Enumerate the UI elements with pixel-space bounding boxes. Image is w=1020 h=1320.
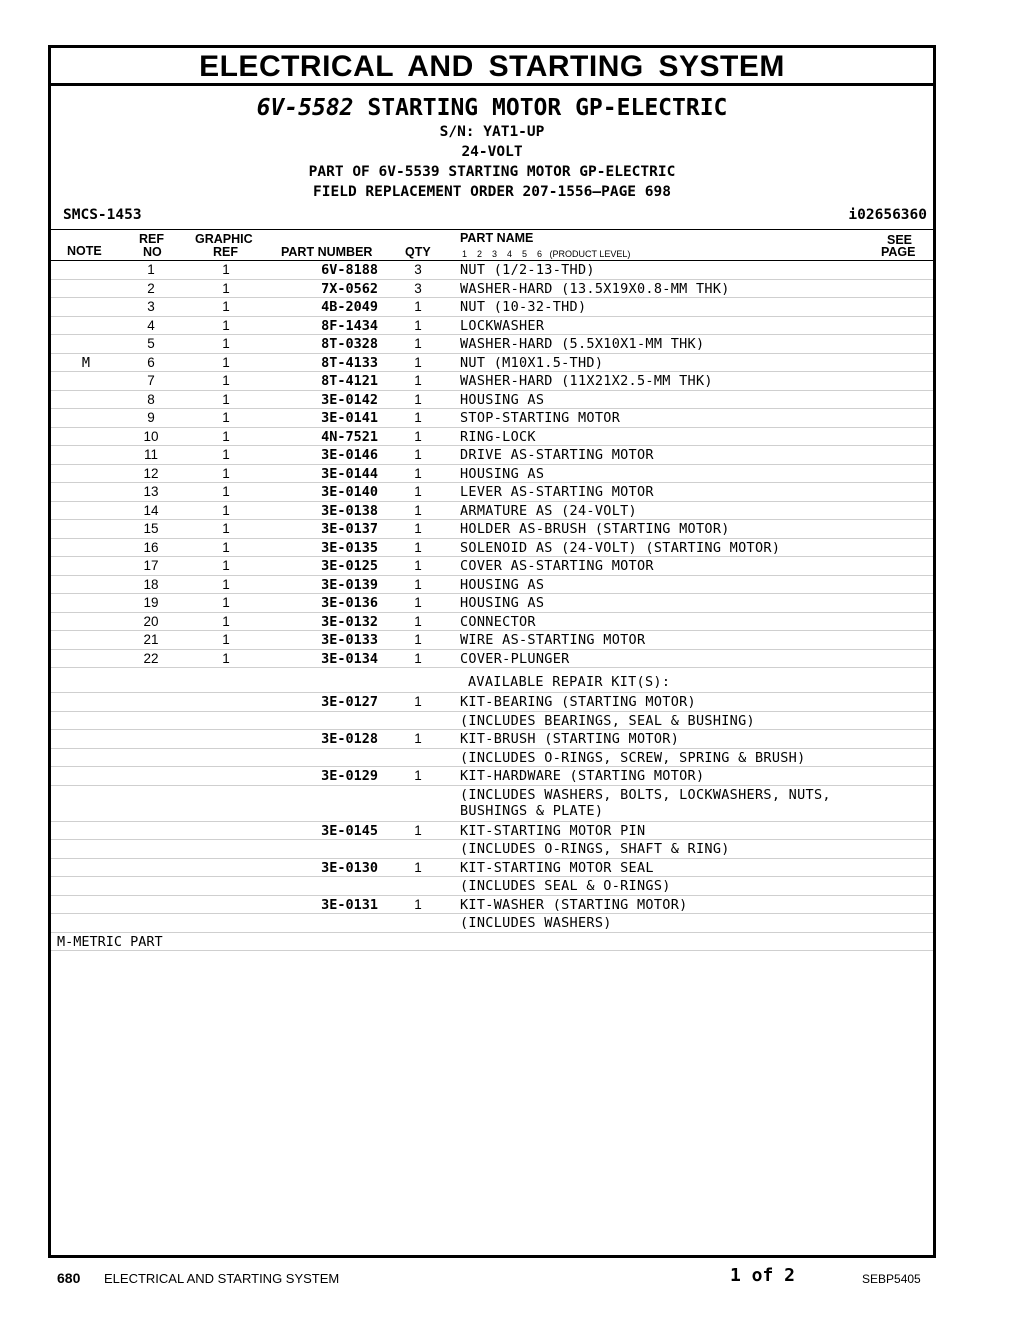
row-part-number: 6V-8188 [321,262,378,278]
table-row [51,261,933,280]
kit-qty: 1 [414,822,422,838]
row-note: M [81,354,91,371]
kit-part-number: 3E-0129 [321,768,378,784]
kit-name: KIT-STARTING MOTOR PIN [460,822,646,839]
row-part-number: 3E-0132 [321,613,378,630]
kit-row [51,767,933,786]
row-graphic-ref: 1 [222,317,230,333]
row-ref-no: 4 [147,317,155,333]
section-title: ELECTRICAL AND STARTING SYSTEM [51,48,933,86]
row-part-number: 3E-0136 [321,595,378,611]
table-row [51,631,933,650]
kit-includes: (INCLUDES WASHERS) [460,915,612,931]
kit-row [51,859,933,878]
row-part-name: LOCKWASHER [460,317,545,334]
row-qty: 1 [414,317,422,333]
row-part-name: WIRE AS-STARTING MOTOR [460,632,646,648]
footnote-row [51,933,933,952]
kits-heading-row [51,668,933,693]
table-row [51,428,933,447]
row-part-number: 3E-0138 [321,502,378,519]
row-ref-no: 12 [143,465,159,481]
row-part-number: 3E-0133 [321,632,378,648]
row-ref-no: 7 [147,373,155,388]
row-graphic-ref: 1 [222,502,230,518]
row-ref-no: 6 [147,354,155,370]
footer-page-number: 680 [57,1270,81,1286]
col-product-levels: 1 2 3 4 5 6 (PRODUCT LEVEL) [462,249,631,259]
kit-qty: 1 [414,731,422,746]
row-ref-no: 18 [143,576,159,592]
kit-name: KIT-BRUSH (STARTING MOTOR) [460,731,680,747]
col-ref-bottom: NO [143,245,162,259]
row-graphic-ref: 1 [222,484,230,499]
row-part-name: HOUSING AS [460,576,545,593]
table-row [51,650,933,669]
col-graphic-top: GRAPHIC [195,232,253,246]
row-qty: 1 [414,299,422,314]
kit-qty: 1 [414,768,422,783]
footer-doc-id: SEBP5405 [862,1272,921,1286]
row-qty: 1 [414,447,422,462]
row-qty: 1 [414,391,422,407]
row-graphic-ref: 1 [222,465,230,481]
row-qty: 1 [414,410,422,425]
table-row [51,594,933,613]
row-qty: 1 [414,539,422,555]
group-title [51,94,933,122]
row-part-name: RING-LOCK [460,428,536,445]
serial-range: S/N: YAT1-UP [439,124,545,140]
row-part-number: 3E-0125 [321,558,378,574]
row-qty: 1 [414,484,422,499]
col-ref-top: REF [139,232,164,246]
row-ref-no: 2 [147,280,155,296]
group-name: STARTING MOTOR GP-ELECTRIC [367,95,728,121]
row-graphic-ref: 1 [222,391,230,407]
reference-line [51,207,933,230]
row-part-number: 7X-0562 [321,280,378,297]
row-ref-no: 5 [147,336,155,351]
voltage: 24-VOLT [461,144,523,160]
kits-heading: AVAILABLE REPAIR KIT(S): [468,674,671,690]
row-part-number: 3E-0141 [321,410,378,426]
kit-includes-row [51,840,933,859]
col-graphic-bottom: REF [213,245,238,259]
table-row [51,502,933,521]
table-row [51,520,933,539]
table-row [51,576,933,595]
row-ref-no: 22 [143,650,159,666]
row-graphic-ref: 1 [222,428,230,444]
row-part-name: CONNECTOR [460,613,536,630]
kit-includes-row [51,914,933,933]
kit-includes: (INCLUDES BEARINGS, SEAL & BUSHING) [460,712,755,729]
row-ref-no: 13 [143,484,159,499]
table-row [51,446,933,465]
col-part-name: PART NAME [460,231,534,245]
footer-section: ELECTRICAL AND STARTING SYSTEM [104,1271,340,1286]
metric-footnote: M-METRIC PART [57,933,163,950]
row-graphic-ref: 1 [222,373,230,388]
row-part-name: NUT (1/2-13-THD) [460,262,595,278]
row-graphic-ref: 1 [222,613,230,629]
row-graphic-ref: 1 [222,650,230,666]
row-part-number: 8F-1434 [321,317,378,334]
row-part-number: 3E-0144 [321,465,378,482]
row-qty: 1 [414,521,422,536]
column-headers [51,230,933,261]
row-graphic-ref: 1 [222,410,230,425]
page-footer [0,1262,1020,1292]
col-qty: QTY [405,245,431,259]
row-graphic-ref: 1 [222,632,230,647]
row-part-number: 8T-0328 [321,336,378,352]
kit-part-number: 3E-0128 [321,731,378,747]
row-part-name: WASHER-HARD (11X21X2.5-MM THK) [460,373,713,389]
kit-includes: (INCLUDES O-RINGS, SHAFT & RING) [460,841,730,857]
row-part-name: HOUSING AS [460,595,545,611]
row-part-name: ARMATURE AS (24-VOLT) [460,502,637,519]
kit-part-number: 3E-0127 [321,694,378,710]
kit-row [51,822,933,841]
row-part-name: HOLDER AS-BRUSH (STARTING MOTOR) [460,521,730,537]
row-ref-no: 14 [143,502,159,518]
row-qty: 1 [414,373,422,388]
table-row [51,354,933,373]
row-graphic-ref: 1 [222,280,230,296]
footer-sheet: 1 of 2 [730,1265,796,1286]
row-qty: 1 [414,595,422,610]
col-see-bottom: PAGE [881,245,916,259]
row-qty: 1 [414,336,422,351]
row-part-number: 8T-4133 [321,354,378,371]
kit-part-number: 3E-0131 [321,896,378,913]
kit-includes: (INCLUDES O-RINGS, SCREW, SPRING & BRUSH) [460,749,806,766]
kit-part-number: 3E-0130 [321,859,378,876]
row-ref-no: 16 [143,539,159,555]
table-row [51,391,933,410]
row-part-name: HOUSING AS [460,391,545,408]
table-row [51,280,933,299]
row-ref-no: 17 [143,558,159,573]
row-ref-no: 15 [143,521,159,536]
row-part-name: DRIVE AS-STARTING MOTOR [460,447,654,463]
row-graphic-ref: 1 [222,576,230,592]
table-row [51,539,933,558]
row-ref-no: 20 [143,613,159,629]
row-graphic-ref: 1 [222,595,230,610]
kit-row [51,896,933,915]
row-part-number: 3E-0134 [321,650,378,667]
col-note: NOTE [67,244,102,258]
kit-name: KIT-BEARING (STARTING MOTOR) [460,694,696,710]
table-row [51,335,933,354]
row-ref-no: 10 [143,428,159,444]
kit-includes: (INCLUDES SEAL & O-RINGS) [460,878,671,894]
row-qty: 1 [414,502,422,518]
row-part-name: STOP-STARTING MOTOR [460,410,621,426]
table-row [51,372,933,391]
table-row [51,317,933,336]
kit-includes-row [51,712,933,731]
kit-qty: 1 [414,859,422,875]
row-part-name: COVER AS-STARTING MOTOR [460,558,654,574]
row-ref-no: 1 [147,262,155,277]
kit-qty: 1 [414,694,422,709]
table-row [51,409,933,428]
row-qty: 1 [414,558,422,573]
row-graphic-ref: 1 [222,354,230,370]
row-part-name: WASHER-HARD (13.5X19X0.8-MM THK) [460,280,730,297]
kit-part-number: 3E-0145 [321,822,378,839]
kit-includes-row [51,877,933,896]
parts-page-frame [48,45,936,1258]
row-qty: 1 [414,613,422,629]
col-see-top: SEE [887,233,913,247]
row-qty: 1 [414,354,422,370]
table-row [51,613,933,632]
part-of-line: PART OF 6V-5539 STARTING MOTOR GP-ELECTRIC [308,164,676,180]
kit-qty: 1 [414,896,422,912]
kit-name: KIT-WASHER (STARTING MOTOR) [460,896,688,913]
row-graphic-ref: 1 [222,539,230,555]
row-part-number: 3E-0139 [321,576,378,593]
row-part-number: 3E-0135 [321,539,378,556]
group-header [51,94,933,202]
row-qty: 3 [414,262,422,277]
row-part-number: 3E-0142 [321,391,378,408]
row-ref-no: 9 [147,410,155,425]
kit-name: KIT-STARTING MOTOR SEAL [460,859,654,876]
row-qty: 1 [414,428,422,444]
row-part-name: SOLENOID AS (24-VOLT) (STARTING MOTOR) [460,539,781,556]
kit-name: KIT-HARDWARE (STARTING MOTOR) [460,768,705,784]
row-graphic-ref: 1 [222,336,230,351]
row-part-number: 4B-2049 [321,299,378,315]
row-qty: 3 [414,280,422,296]
row-part-number: 3E-0137 [321,521,378,537]
row-part-number: 3E-0146 [321,447,378,463]
row-qty: 1 [414,650,422,666]
kit-includes: (INCLUDES WASHERS, BOLTS, LOCKWASHERS, NUTS, BUSHINGS & PLATE) [460,786,831,819]
group-part-number: 6V-5582 [256,95,354,121]
row-part-number: 8T-4121 [321,373,378,389]
kit-includes-row [51,786,933,822]
field-replacement-line: FIELD REPLACEMENT ORDER 207-1556—PAGE 698 [313,184,671,200]
row-ref-no: 11 [143,447,158,462]
row-graphic-ref: 1 [222,299,230,314]
kit-row [51,730,933,749]
row-graphic-ref: 1 [222,447,230,462]
row-part-name: COVER-PLUNGER [460,650,570,667]
row-part-number: 3E-0140 [321,484,378,500]
row-part-name: NUT (10-32-THD) [460,299,587,315]
row-graphic-ref: 1 [222,558,230,573]
table-row [51,465,933,484]
smcs-code: SMCS-1453 [63,207,142,223]
table-row [51,483,933,502]
row-graphic-ref: 1 [222,521,230,536]
row-part-name: WASHER-HARD (5.5X10X1-MM THK) [460,336,705,352]
row-part-name: HOUSING AS [460,465,545,482]
row-ref-no: 8 [147,391,155,407]
row-qty: 1 [414,576,422,592]
row-ref-no: 3 [147,299,155,314]
row-qty: 1 [414,632,422,647]
col-part-number: PART NUMBER [281,245,373,259]
row-graphic-ref: 1 [222,262,230,277]
row-part-number: 4N-7521 [321,428,378,445]
row-part-name: NUT (M10X1.5-THD) [460,354,604,371]
row-ref-no: 21 [143,632,159,647]
table-row [51,298,933,317]
illustration-id: i02656360 [848,207,927,223]
table-row [51,557,933,576]
kit-includes-row [51,749,933,768]
parts-list [51,261,933,951]
row-qty: 1 [414,465,422,481]
row-ref-no: 19 [143,595,159,610]
kit-row [51,693,933,712]
row-part-name: LEVER AS-STARTING MOTOR [460,484,654,500]
